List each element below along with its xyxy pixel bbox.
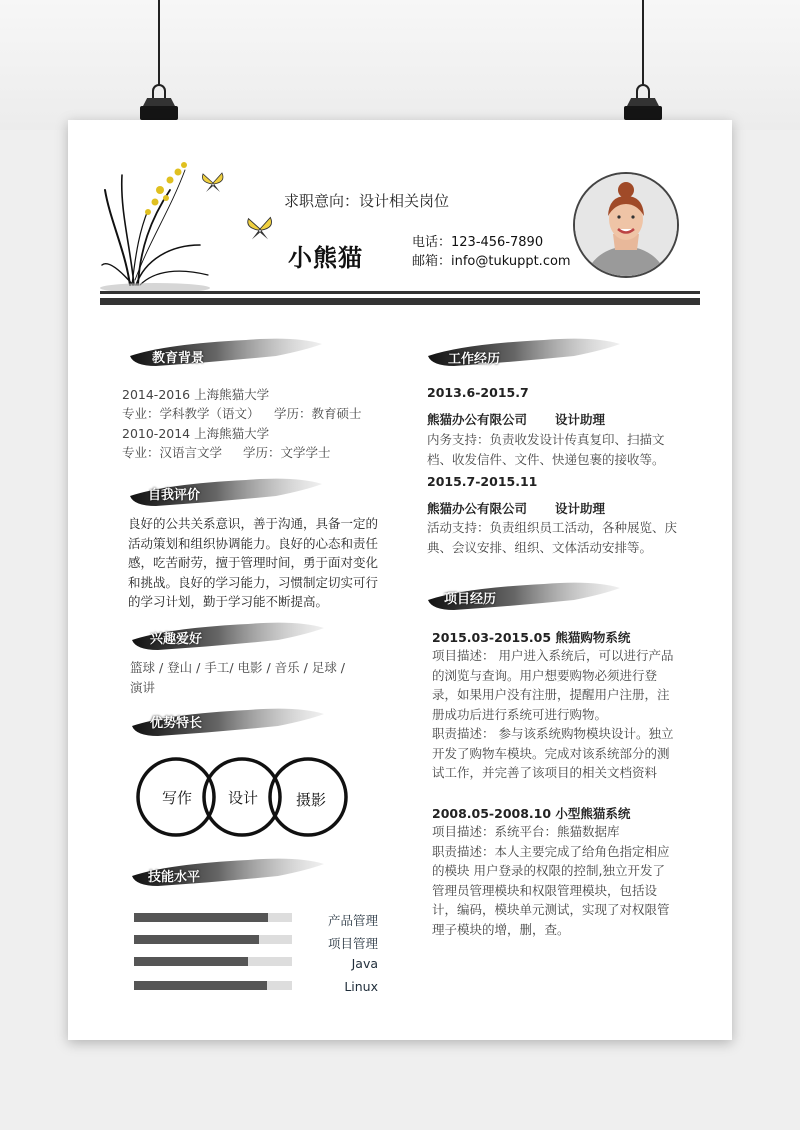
skill-bar [134,935,292,944]
education-major: 专业：汉语言文学 [122,445,223,460]
education-degree: 学历：教育硕士 [274,406,362,421]
section-header-skills: 技能水平 [128,850,328,894]
skill-name: Java [351,956,378,971]
header-divider-thin [100,291,700,294]
work-period: 2013.6-2015.7 [427,385,529,400]
email: 邮箱：info@tukuppt.com [412,254,571,269]
hanging-string-right [642,0,644,86]
job-intent: 求职意向：设计相关岗位 [284,192,450,210]
strength-writing: 写作 [162,789,193,807]
skill-name: 产品管理 [327,913,378,928]
education-period: 2014-2016 上海熊猫大学 [122,387,270,402]
section-header-hobbies: 兴趣爱好 [128,614,328,658]
section-header-education: 教育背景 [126,330,326,374]
work-period: 2015.7-2015.11 [427,474,538,489]
skill-name: Linux [344,979,378,994]
education-period: 2010-2014 上海熊猫大学 [122,426,270,441]
self-evaluation-text: 良好的公共关系意识，善于沟通，具备一定的 活动策划和组织协调能力。良好的心态和责任 感，吃苦耐劳，擅于管理时间，勇于面对变化 和挑战。良好的学习能力，习惯制定切实可行 的学习计划，勤于学习能不断提高。 [128,516,379,609]
hanging-string-left [158,0,160,86]
project-description: 项目描述： 用户进入系统后，可以进行产品 的浏览与查询。用户想要购物必须进行登 录，如果用户没有注册，提醒用户注册，注 册成功后进行系统可进行购物。 职责描述： 参与该系统购物模块设计。独立 开发了购物车模块。完成对该系统部分的测 试工作，并完善了该项目的相关文档资料 [432,648,674,780]
work-role: 设计助理 [555,501,606,516]
section-header-projects: 项目经历 [424,574,624,618]
project-description: 项目描述：系统平台：熊猫数据库 职责描述：本人主要完成了给角色指定相应 的模块 用户登录的权限的控制,独立开发了 管理员管理模块和权限管理模块，包括设 计，编码，模块单元测试，实现了对权限管 理子模块的增，删，查。 [432,824,670,937]
project-title: 2015.03-2015.05 熊猫购物系统 [432,630,631,645]
education-major: 专业：学科教学（语文） [122,406,260,421]
butterfly-icon [200,170,226,196]
strength-photography: 摄影 [296,791,327,809]
project-title: 2008.05-2008.10 小型熊猫系统 [432,806,631,821]
section-header-strengths: 优势特长 [128,700,328,744]
skill-bar [134,957,292,966]
work-company: 熊猫办公有限公司 [427,501,528,516]
education-degree: 学历：文学学士 [243,445,331,460]
header-divider-thick [100,298,700,305]
phone: 电话：123-456-7890 [412,235,544,250]
work-role: 设计助理 [555,412,606,427]
work-description: 活动支持：负责组织员工活动，各种展览、庆 典、会议安排、组织、文体活动安排等。 [427,520,678,555]
skill-bar [134,913,292,922]
butterfly-icon [245,214,275,244]
skill-bar [134,981,292,990]
hobbies-text: 篮球 / 登山 / 手工/ 电影 / 音乐 / 足球 / 演讲 [130,660,346,695]
work-company: 熊猫办公有限公司 [427,412,528,427]
candidate-name: 小熊猫 [288,244,363,272]
avatar [573,172,679,278]
wall-background [0,0,800,130]
strength-design: 设计 [228,789,259,807]
skill-name: 项目管理 [327,936,378,951]
work-description: 内务支持：负责收发设计传真复印、扫描文 档、收发信件、文件、快递包裹的接收等。 [427,432,665,467]
section-header-self-evaluation: 自我评价 [126,470,326,514]
section-header-work: 工作经历 [424,330,624,374]
